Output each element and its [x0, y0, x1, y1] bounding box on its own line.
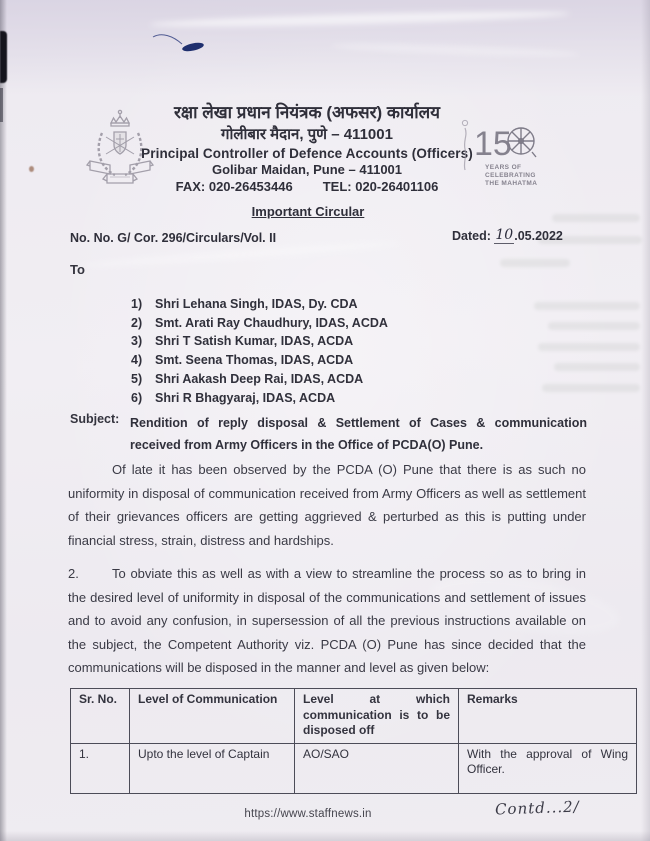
to-label: To: [70, 262, 85, 277]
cell-disposal-level: AO/SAO: [295, 743, 459, 793]
logo-caption-line1: YEARS OF: [485, 164, 522, 171]
bleed-through-text: [500, 259, 570, 267]
addressee-name: Smt. Arati Ray Chaudhury, IDAS, ACDA: [155, 315, 388, 330]
bleed-through-text: [548, 322, 640, 330]
disposal-table: [70, 688, 637, 794]
subject-text: Rendition of reply disposal & Settlement of Cases & communication received from Army Officers in the Office of PCDA(O) Pune.: [130, 416, 587, 452]
table-header-disposal-level: Level at which communication is to be disposed off: [295, 689, 459, 744]
addressee-item: [131, 332, 388, 351]
scan-left-edge-shadow: [0, 0, 7, 841]
circular-title: Important Circular: [251, 204, 365, 219]
addressee-item: [131, 351, 388, 370]
addressee-number: 1): [131, 297, 143, 311]
body-paragraph-2: [68, 562, 586, 680]
body-paragraph-1: Of late it has been observed by the PCDA (O) Pune that there is as such no uniformity in disposal of communication received from Army Officers as well as settlement of their grievances officers are getting aggrieved & perturbed as this is putting under financial stress, strain, distress and hardships.: [68, 462, 586, 548]
date-value-printed: .05.2022: [514, 229, 563, 243]
addressee-name: Smt. Seena Thomas, IDAS, ACDA: [155, 353, 354, 368]
table-header-level-of-communication: Level of Communication: [130, 689, 295, 744]
fax-number: FAX: 020-26453446: [175, 179, 293, 194]
date-value-handwritten: 10: [495, 227, 514, 243]
cell-sr-no: 1.: [71, 743, 130, 793]
cell-level-of-communication: Upto the level of Captain: [130, 743, 295, 793]
table-header-sr-no: Sr. No.: [71, 689, 130, 744]
paragraph-2-number: 2.: [68, 566, 79, 581]
addressee-name: Shri R Bhagyaraj, IDAS, ACDA: [155, 390, 336, 405]
addressee-number: 4): [131, 353, 143, 368]
charkha-wheel-icon: [508, 128, 536, 157]
bleed-through-text: [542, 384, 640, 392]
footer-url: https://www.staffnews.in: [244, 808, 372, 820]
cell-remarks: With the approval of Wing Officer.: [459, 743, 637, 793]
addressee-name: Shri Aakash Deep Rai, IDAS, ACDA: [155, 371, 364, 386]
addressee-item: [131, 370, 388, 389]
table-header-row: [71, 689, 637, 744]
table-header-remarks: Remarks: [459, 689, 637, 744]
addressee-item: [131, 314, 388, 333]
addressee-number: 5): [131, 371, 143, 386]
scan-edge-mark: [0, 88, 3, 122]
addressee-list: [131, 295, 388, 407]
table-row: [71, 743, 637, 793]
paragraph-2-text: To obviate this as well as with a view to streamline the process so as to bring in the desired level of uniformity in disposal of the communications and settlement of issues and to avoid any confusion, in supersession of all the previous instructions available on the subject, the Competent Authority viz. PCDA (O) Pune has since decided that the communications will be disposed in the manner and level as given below:: [68, 566, 586, 675]
contd-note-handwritten: Contd...2/: [494, 797, 580, 819]
scan-edge-mark: [0, 31, 7, 83]
addressee-number: 3): [131, 334, 143, 349]
scan-right-edge-shadow: [641, 0, 650, 841]
paper-speck: [29, 166, 34, 172]
letterhead: [140, 101, 474, 196]
logo-caption-line3: THE MAHATMA: [485, 180, 538, 187]
scan-bottom-edge-shadow: [0, 831, 650, 841]
mahatma-150-logo-icon: [455, 110, 547, 190]
addressee-item: [131, 295, 388, 314]
org-name-hindi: रक्षा लेखा प्रधान नियंत्रक (अफसर) कार्यालय: [173, 103, 441, 122]
org-address-hindi: गोलीबार मैदान, पुणे – 411001: [221, 126, 393, 143]
subject-label: Subject:: [70, 412, 120, 426]
bleed-through-text: [534, 302, 640, 310]
tel-number: TEL: 020-26401106: [322, 179, 439, 194]
addressee-name: Shri T Satish Kumar, IDAS, ACDA: [155, 334, 354, 349]
addressee-item: [131, 389, 388, 408]
logo-caption-line2: CELEBRATING: [485, 172, 536, 179]
logo-150-number: 15: [474, 125, 512, 163]
date-line: [452, 228, 563, 245]
reference-number: No. No. G/ Cor. 296/Circulars/Vol. II: [70, 231, 277, 245]
date-label: Dated:: [452, 229, 491, 243]
addressee-name: Shri Lehana Singh, IDAS, Dy. CDA: [155, 297, 358, 311]
org-name-english: Principal Controller of Defence Accounts (Officers): [141, 146, 473, 161]
addressee-number: 6): [131, 390, 143, 405]
addressee-number: 2): [131, 315, 143, 330]
bleed-through-text: [538, 343, 640, 351]
pen-scribble-mark: [140, 28, 220, 56]
org-address-english: Golibar Maidan, Pune – 411001: [211, 162, 403, 177]
bleed-through-text: [554, 363, 640, 371]
